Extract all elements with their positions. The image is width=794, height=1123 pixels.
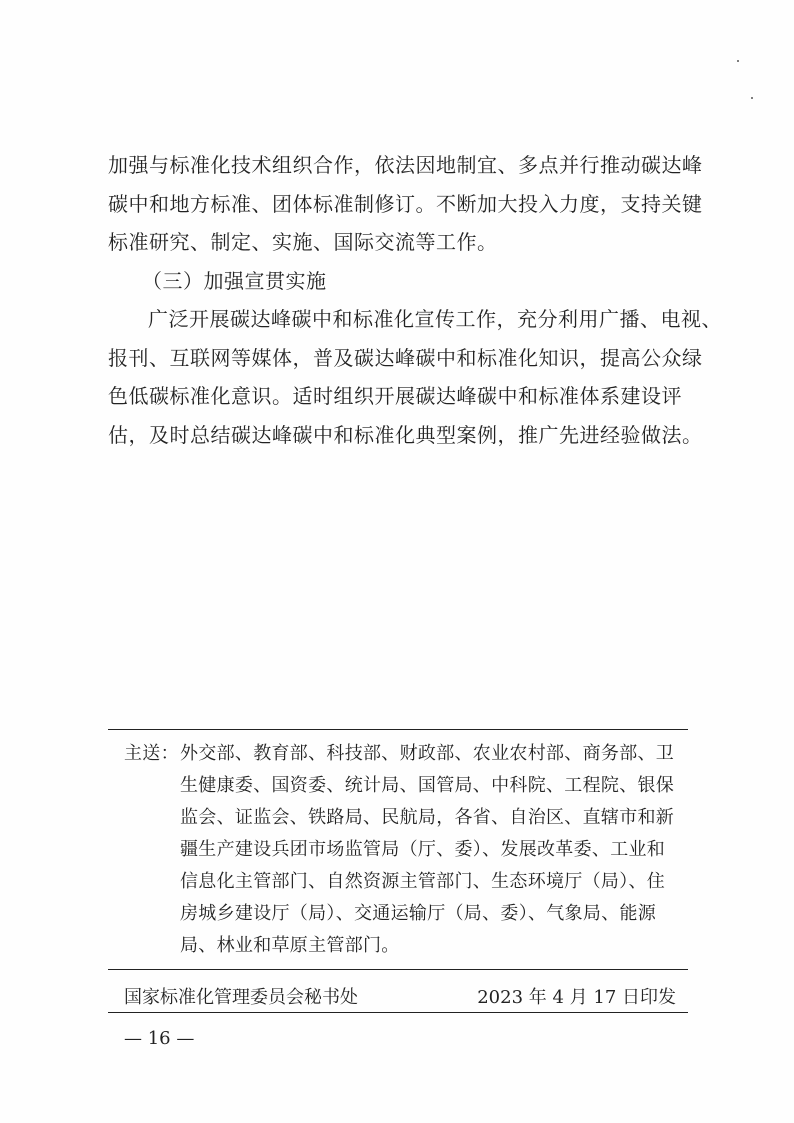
body-line: 标准研究、制定、实施、国际交流等工作。 [108,230,498,254]
issuer: 国家标准化管理委员会秘书处 [124,987,358,1008]
body-line: 报刊、互联网等媒体，普及碳达峰碳中和标准化知识，提高公众绿 [108,345,703,370]
section-heading: （三）加强宣贯实施 [142,268,327,293]
cc-top-rule [108,729,688,730]
cc-label: 主送： [124,743,179,764]
body-text [108,146,722,454]
cc-list [180,738,686,962]
issuer-bottom-rule [108,1012,688,1013]
cc-line: 外交部、教育部、科技部、财政部、农业农村部、商务部、卫 [180,743,675,764]
cc-line: 房城乡建设厅（局）、交通运输厅（局、委）、气象局、能源 [180,903,657,924]
issue-date: 2023 年 4 月 17 日印发 [477,987,676,1008]
scan-speck [737,60,739,62]
cc-line: 信息化主管部门、自然资源主管部门、生态环境厅（局）、住 [180,871,666,892]
body-line: 加强与标准化技术组织合作，依法因地制宜、多点并行推动碳达峰 [108,153,703,177]
cc-line: 生健康委、国资委、统计局、国管局、中科院、工程院、银保 [180,775,675,796]
body-line: 碳中和地方标准、团体标准制修订。不断加大投入力度，支持关键 [108,191,703,216]
body-line: 广泛开展碳达峰碳中和标准化宣传工作，充分利用广播、电视、 [148,307,722,331]
cc-line: 疆生产建设兵团市场监管局（厅、委）、发展改革委、工业和 [180,839,666,860]
page-number: — 16 — [124,1028,195,1049]
cc-line: 局、林业和草原主管部门。 [180,935,400,956]
body-line: 估，及时总结碳达峰碳中和标准化典型案例，推广先进经验做法。 [108,422,703,447]
issuer-top-rule [108,969,688,970]
cc-line: 监会、证监会、铁路局、民航局，各省、自治区、直辖市和新 [180,807,675,828]
body-line: 色低碳标准化意识。适时组织开展碳达峰碳中和标准体系建设评 [108,384,682,408]
scan-speck [751,97,753,99]
